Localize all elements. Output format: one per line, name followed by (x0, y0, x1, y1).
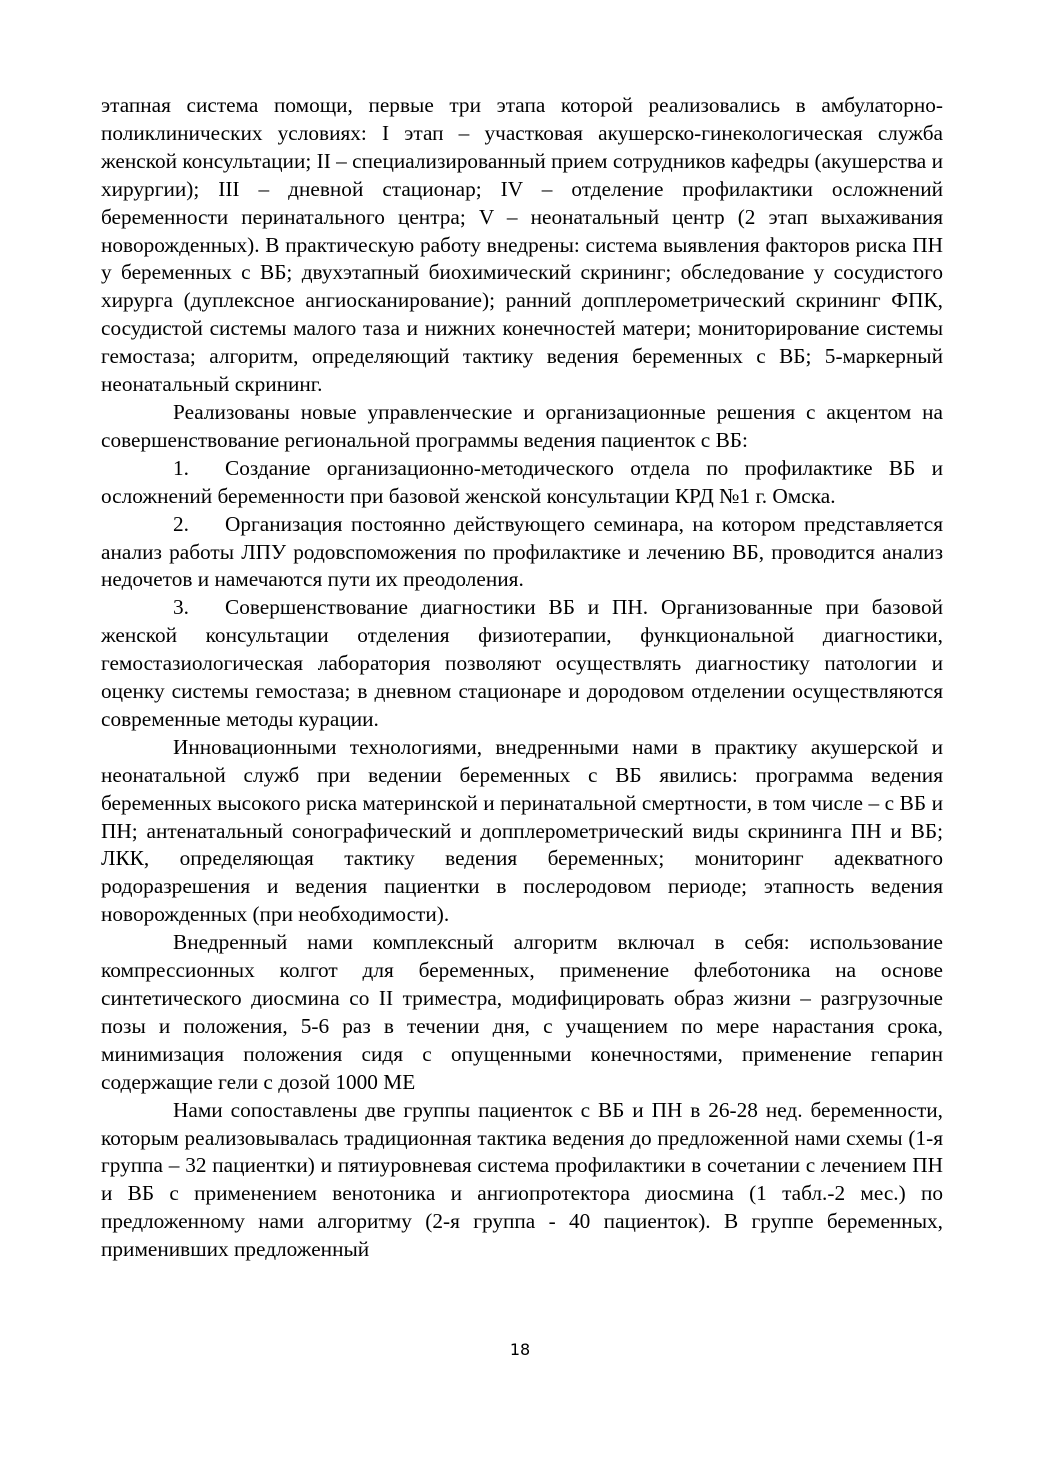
list-item-text: Организация постоянно действующего семинара, на котором представляется анализ работы ЛПУ родовспоможения по профилактике и лечению ВБ, проводится анализ недочетов и намечаются пути их преодоления. (101, 511, 943, 592)
paragraph-algorithm: Внедренный нами комплексный алгоритм включал в себя: использование компрессионных колгот для беременных, применение флеботоника на основе синтетического диосмина со II триместра, модифицировать образ жизни – разгрузочные позы и положения, 5-6 раз в течении дня, с учащением по мере нарастания срока, минимизация положения сидя с опущенными конечностями, применение гепарин содержащие гели с дозой 1000 МЕ (101, 930, 943, 1094)
list-number: 3. (173, 595, 189, 620)
paragraph-groups: Нами сопоставлены две группы пациенток с ВБ и ПН в 26-28 нед. беременности, которым реализовывалась традиционная тактика ведения до предложенной нами схемы (1-я группа – 32 пациентки) и пятиуровневая система профилактики в сочетании с лечением ПН и ВБ с применением венотоника и ангиопротектора диосмина (1 табл.-2 мес.) по предложенному нами алгоритму (2-я группа - 40 пациенток). В группе беременных, применивших предложенный (101, 1097, 943, 1262)
body-text (101, 92, 943, 1264)
list-item-text: Создание организационно-методического отдела по профилактике ВБ и осложнений беременности при базовой женской консультации КРД №1 г. Омска. (101, 455, 943, 508)
page-number: 18 (509, 1340, 531, 1359)
paragraph-stages: этапная система помощи, первые три этапа которой реализовались в амбулаторно-поликлинических условиях: I этап – участковая акушерско-гинекологическая служба женской консультации; II – специализированный прием сотрудников кафедры (акушерства и хирургии); III – дневной стационар; IV – отделение профилактики осложнений беременности перинатального центра; V – неонатальный центр (2 этап выхаживания новорожденных). В практическую работу внедрены: система выявления факторов риска ПН у беременных с ВБ; двухэтапный биохимический скрининг; обследование у сосудистого хирурга (дуплексное ангиосканирование); ранний допплерометрический скрининг ФПК, сосудистой системы малого таза и нижних конечностей матери; мониторирование системы гемостаза; алгоритм, определяющий тактику ведения беременных с ВБ; 5-маркерный неонатальный скрининг. (101, 93, 943, 397)
paragraph-innovations: Инновационными технологиями, внедренными нами в практику акушерской и неонатальной служб при ведении беременных с ВБ явились: программа ведения беременных высокого риска материнской и перинатальной смертности, в том числе – с ВБ и ПН; антенатальный сонографический и допплерометрический виды скрининга ПН и ВБ; ЛКК, определяющая тактику ведения беременных; мониторинг адекватного родоразрешения и ведения пациентки в послеродовом периоде; этапность ведения новорожденных (при необходимости). (101, 734, 943, 927)
list-item-2 (101, 511, 943, 595)
list-number: 1. (173, 455, 189, 480)
paragraph-management-solutions: Реализованы новые управленческие и организационные решения с акцентом на совершенствование региональной программы ведения пациенток с ВБ: (101, 399, 943, 452)
list-item-1 (101, 455, 943, 511)
list-item-3 (101, 594, 943, 734)
list-item-text: Совершенствование диагностики ВБ и ПН. Организованные при базовой женской консультации отделения физиотерапии, функциональной диагностики, гемостазиологическая лаборатория позволяют осуществлять диагностику патологии и оценку системы гемостаза; в дневном стационаре и дородовом отделении осуществляются современные методы курации. (101, 595, 943, 731)
list-number: 2. (173, 511, 189, 536)
